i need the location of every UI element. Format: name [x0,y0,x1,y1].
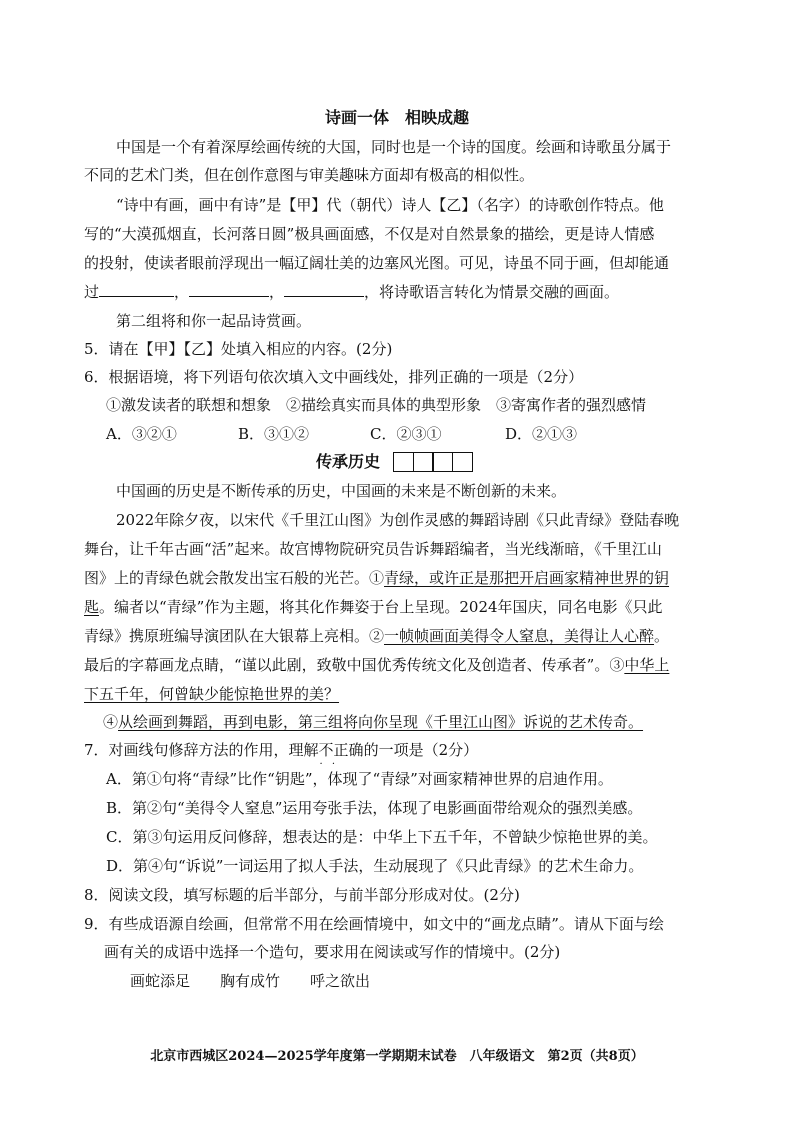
fill-blank-line [84,281,714,303]
paragraph-line: 的投射，使读者眼前浮现出一幅辽阔壮美的边塞风光图。可见，诗虽不同于画，但却能通 [84,254,670,272]
paragraph-line [84,654,714,676]
underlined-sentence-3-end: 下五千年，何曾缺少能惊艳世界的美？ [84,685,340,703]
paragraph-line: “诗中有画，画中有诗”是【甲】代（朝代）诗人【乙】（名字）的诗歌创作特点。他 [116,196,664,214]
paragraph-line: 2022年除夕夜，以宋代《千里江山图》为创作灵感的舞蹈诗剧《只此青绿》登陆春晚 [116,511,680,529]
text-span: 最后的字幕画龙点睛，“谨以此剧，致敬中国优秀传统文化及创造者、传承者”。③ [84,656,625,674]
blank-2[interactable] [189,282,269,297]
option-b[interactable]: B．③①② [238,425,310,443]
line-end: ，将诗歌语言转化为情景交融的画面。 [364,283,620,301]
text-span: 7．对画线句修辞方法的作用，理解 [84,741,319,759]
text-span: 青绿》携原班编导演团队在大银幕上亮相。② [84,627,385,645]
option-d[interactable]: D．②①③ [505,425,578,443]
question-9-line-1: 9．有些成语源自绘画，但常常不用在绘画情境中，如文中的“画龙点睛”。请从下面与绘 [84,915,664,933]
question-7-stem [84,739,714,761]
option-b[interactable]: B．第②句“美得令人窒息”运用夸张手法，体现了电影画面带给观众的强烈美感。 [106,799,643,817]
emphasis-dotted: 不正确 · · [319,741,364,759]
paragraph-line [84,683,714,705]
underlined-sentence-4: 从绘画到舞蹈，再到电影，第三组将向你呈现《千里江山图》诉说的艺术传奇。 [118,713,644,731]
option-c[interactable]: C．第③句运用反问修辞，想表达的是：中华上下五千年，不曾缺少惊艳世界的美。 [106,828,658,846]
question-9-line-2: 画有关的成语中选择一个造句，要求用在阅读或写作的情境中。(2分) [104,943,561,961]
idiom-list: 画蛇添足 胸有成竹 呼之欲出 [130,972,371,990]
option-a[interactable]: A．③②① [106,425,177,443]
text-span: ④ [103,713,119,731]
paragraph-line: 中国画的历史是不断传承的历史，中国画的未来是不断创新的未来。 [116,482,567,500]
paragraph-line: 不同的艺术门类，但在创作意图与审美趣味方面却有极高的相似性。 [84,166,535,184]
separator: ， [269,283,285,301]
title-answer-boxes[interactable] [393,452,471,472]
answer-box[interactable] [452,452,473,472]
text-span: 图》上的青绿色就会散发出宝石般的光芒。① [84,569,385,587]
underlined-sentence-3: 中华上 [624,656,670,674]
blank-3[interactable] [284,282,364,297]
text-span: 。编者以“青绿”作为主题，将其化作舞姿于台上呈现。2024年国庆，同名电影《只此 [99,598,663,616]
question-6-stem: 6．根据语境，将下列语句依次填入文中画线处，排列正确的一项是（2分） [84,368,584,386]
paragraph-line: 中国是一个有着深厚绘画传统的大国，同时也是一个诗的国度。绘画和诗歌虽分属于 [116,138,672,156]
question-6-items: ①激发读者的联想和想象 ②描绘真实而具体的典型形象 ③寄寓作者的强烈感情 [106,396,647,414]
paragraph-line [84,567,714,589]
answer-box[interactable] [432,452,453,472]
question-8: 8．阅读文段，填写标题的后半部分，与前半部分形成对仗。(2分) [84,886,520,904]
section-title-heritage: 传承历史 [316,452,381,471]
line-start: 过 [84,283,100,301]
blank-1[interactable] [99,282,174,297]
paragraph-line: 舞台，让千年古画“活”起来。故宫博物院研究员告诉舞蹈编者，当光线渐暗，《千里江山 [84,540,662,558]
underlined-sentence-2: 一帧帧画面美得令人窒息，美得让人心醉 [384,627,655,645]
paragraph-line [103,711,733,733]
section-title-poetry-painting: 诗画一体 相映成趣 [324,108,469,127]
option-a[interactable]: A．第①句将“青绿”比作“钥匙”，体现了“青绿”对画家精神世界的启迪作用。 [106,770,613,788]
paragraph-line [84,625,714,647]
question-5: 5．请在【甲】【乙】处填入相应的内容。(2分) [84,340,393,358]
separator: ， [174,283,190,301]
paragraph-line [84,596,714,618]
page-footer: 北京市西城区2024—2025学年度第一学期期末试卷 八年级语文 第2页（共8页） [150,1049,644,1064]
underlined-sentence-1-end: 匙 [84,598,100,616]
answer-box[interactable] [393,452,414,472]
option-d[interactable]: D．第④句“诉说”一词运用了拟人手法，生动展现了《只此青绿》的艺术生命力。 [106,857,644,875]
answer-box[interactable] [413,452,434,472]
underlined-sentence-1: 青绿，或许正是那把开启画家精神世界的钥 [384,569,670,587]
option-c[interactable]: C．②③① [370,425,442,443]
paragraph-line: 第二组将和你一起品诗赏画。 [116,312,312,330]
paragraph-line: 写的“大漠孤烟直，长河落日圆”极具画面感，不仅是对自然景象的描绘，更是诗人情感 [84,225,655,243]
text-span: 。 [654,627,670,645]
text-span: 的一项是（2分） [363,741,479,759]
